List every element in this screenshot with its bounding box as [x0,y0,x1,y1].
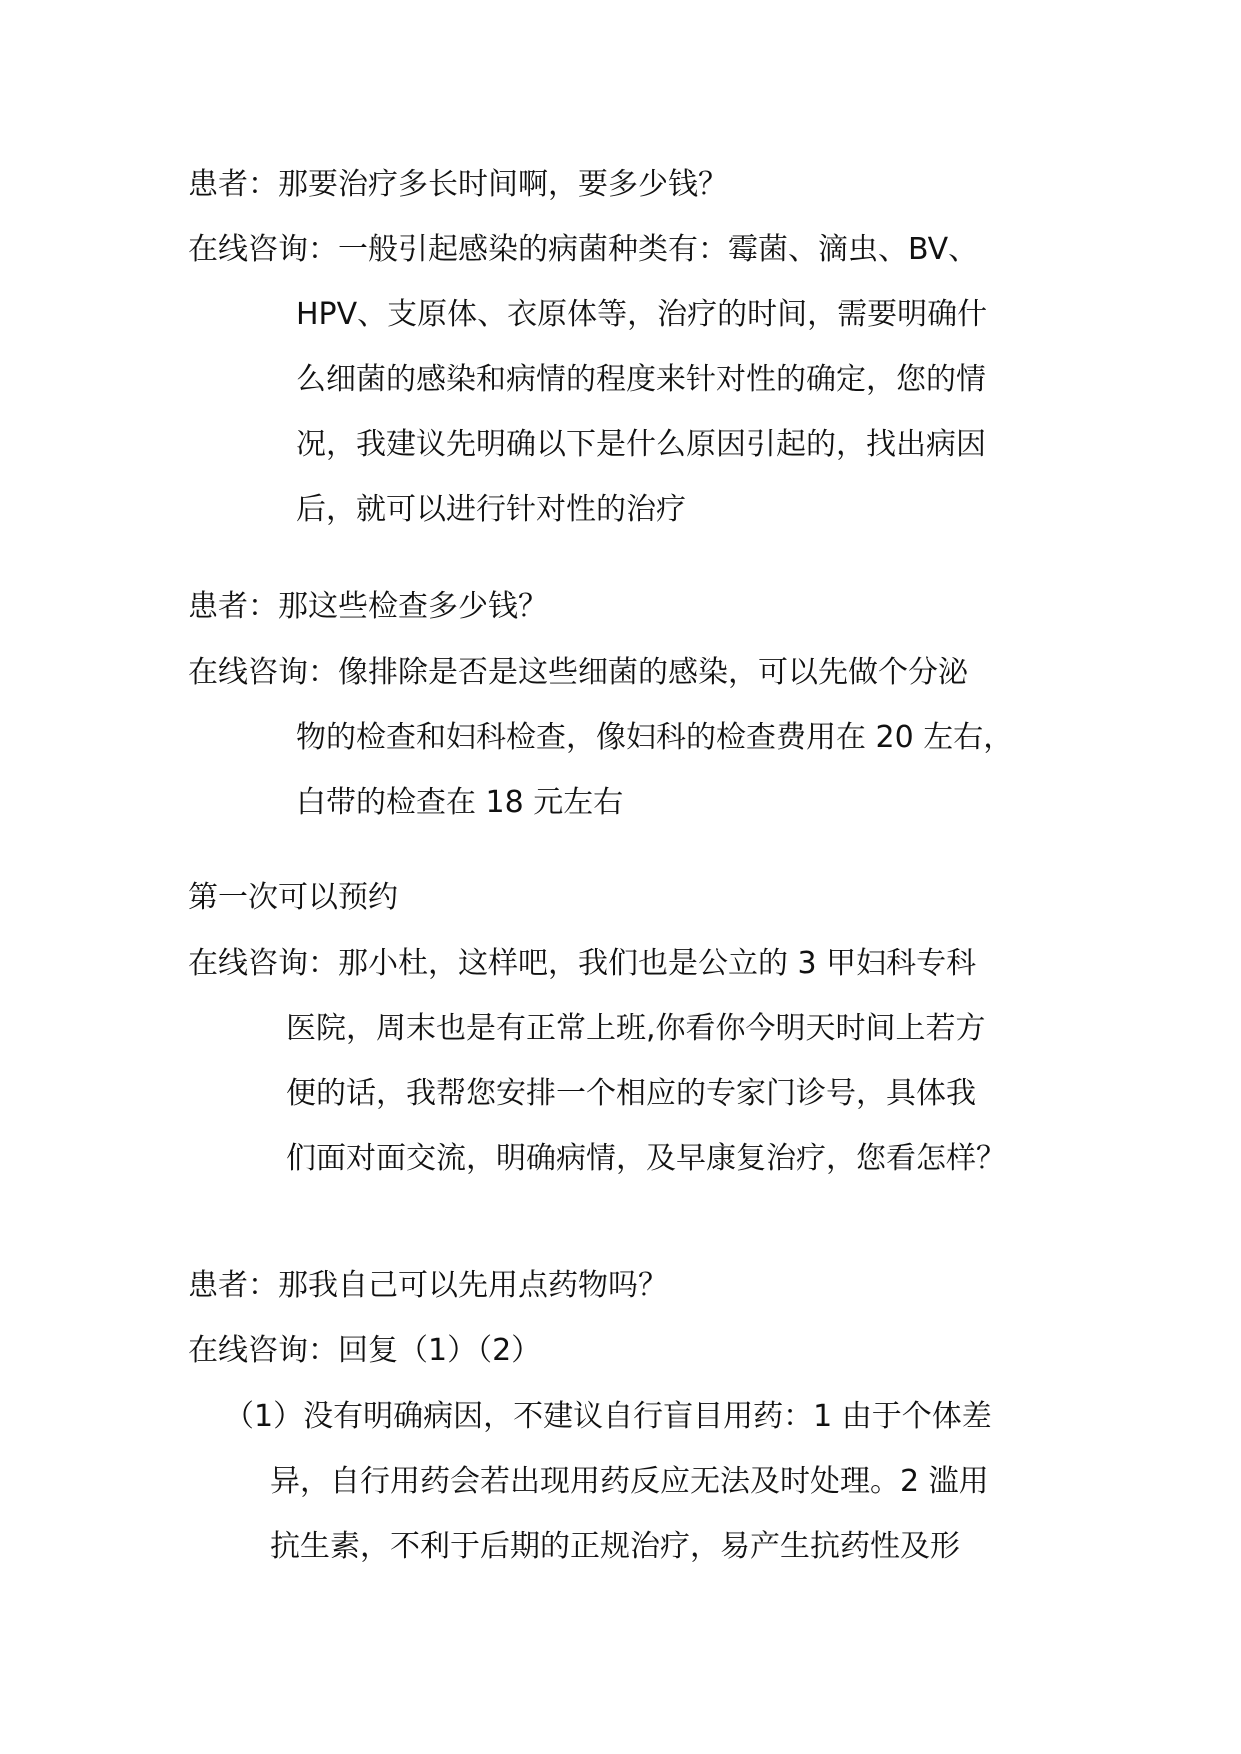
text-line: 在线咨询：一般引起感染的病菌种类有：霉菌、滴虫、BV、 [188,232,979,267]
text-line: 在线咨询：那小杜，这样吧，我们也是公立的 3 甲妇科专科 [188,946,977,981]
text-line: 患者：那我自己可以先用点药物吗？ [188,1268,668,1303]
text-line: 医院，周末也是有正常上班,你看你今明天时间上若方 [286,1011,986,1046]
text-line: 异，自行用药会若出现用药反应无法及时处理。2 滥用 [270,1464,989,1499]
text-line: 患者：那要治疗多长时间啊，要多少钱？ [188,167,728,202]
text-line: 在线咨询：像排除是否是这些细菌的感染，可以先做个分泌 [188,655,968,690]
text-line: 白带的检查在 18 元左右 [296,785,624,820]
text-line: 后，就可以进行针对性的治疗 [296,492,686,527]
text-line: 在线咨询：回复（1）（2） [188,1333,542,1368]
text-line: 抗生素，不利于后期的正规治疗，易产生抗药性及形 [270,1529,960,1564]
text-line: 第一次可以预约 [188,880,398,915]
text-line: 物的检查和妇科检查，像妇科的检查费用在 20 左右， [296,720,1014,755]
text-line: 患者：那这些检查多少钱？ [188,589,548,624]
text-line: （1）没有明确病因，不建议自行盲目用药：1 由于个体差 [224,1399,992,1434]
text-line: 便的话，我帮您安排一个相应的专家门诊号，具体我 [286,1076,976,1111]
text-line: HPV、支原体、衣原体等，治疗的时间，需要明确什 [296,297,988,332]
text-line: 么细菌的感染和病情的程度来针对性的确定，您的情 [296,362,986,397]
text-line: 们面对面交流，明确病情，及早康复治疗，您看怎样？ [286,1141,1006,1176]
text-line: 况，我建议先明确以下是什么原因引起的，找出病因 [296,427,986,462]
